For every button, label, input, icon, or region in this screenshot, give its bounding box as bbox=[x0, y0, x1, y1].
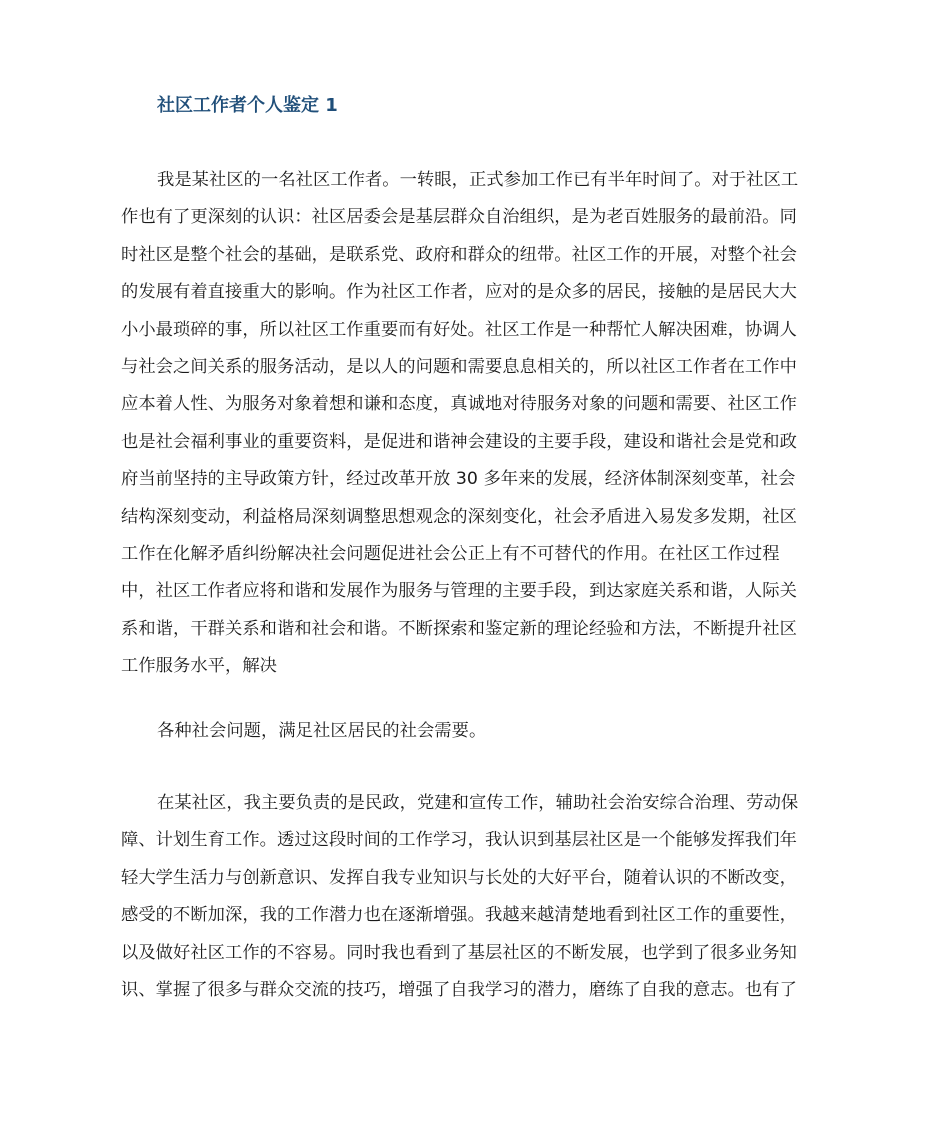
text-line: 以及做好社区工作的不容易。同时我也看到了基层社区的不断发展，也学到了很多业务知 bbox=[121, 942, 797, 963]
text-line: 感受的不断加深，我的工作潜力也在逐渐增强。我越来越清楚地看到社区工作的重要性， bbox=[121, 905, 797, 926]
text-line: 障、计划生育工作。透过这段时间的工作学习，我认识到基层社区是一个能够发挥我们年 bbox=[121, 830, 797, 851]
text-line: 与社会之间关系的服务活动，是以人的问题和需要息息相关的，所以社区工作者在工作中 bbox=[121, 356, 797, 377]
text-line: 小小最琐碎的事，所以社区工作重要而有好处。社区工作是一种帮忙人解决困难，协调人 bbox=[121, 319, 797, 340]
text-line: 在某社区，我主要负责的是民政，党建和宣传工作，辅助社会治安综合治理、劳动保 bbox=[157, 793, 799, 813]
text-line: 我是某社区的一名社区工作者。一转眼，正式参加工作已有半年时间了。对于社区工 bbox=[157, 170, 799, 190]
text-line: 系和谐，干群关系和谐和社会和谐。不断探索和鉴定新的理论经验和方法，不断提升社区 bbox=[121, 618, 797, 639]
text-line: 识、掌握了很多与群众交流的技巧，增强了自我学习的潜力，磨练了自我的意志。也有了 bbox=[121, 979, 797, 1000]
paragraph-1 bbox=[121, 162, 833, 685]
paragraph-2 bbox=[121, 713, 833, 750]
text-line: 的发展有着直接重大的影响。作为社区工作者，应对的是众多的居民，接触的是居民大大 bbox=[121, 282, 797, 303]
text-line: 轻大学生活力与创新意识、发挥自我专业知识与长处的大好平台，随着认识的不断改变， bbox=[121, 867, 797, 888]
text-line: 府当前坚持的主导政策方针，经过改革开放 30 多年来的发展，经济体制深刻变革，社会 bbox=[121, 469, 796, 490]
text-line: 工作在化解矛盾纠纷解决社会问题促进社会公正上有不可替代的作用。在社区工作过程 bbox=[121, 543, 780, 564]
text-line: 结构深刻变动，利益格局深刻调整思想观念的深刻变化，社会矛盾进入易发多发期，社区 bbox=[121, 506, 797, 527]
paragraph-3 bbox=[121, 785, 833, 1009]
text-line: 工作服务水平，解决 bbox=[121, 656, 277, 677]
text-line: 应本着人性、为服务对象着想和谦和态度，真诚地对待服务对象的问题和需要、社区工作 bbox=[121, 394, 797, 415]
text-line: 时社区是整个社会的基础，是联系党、政府和群众的纽带。社区工作的开展，对整个社会 bbox=[121, 244, 797, 265]
text-line: 也是社会福利事业的重要资料，是促进和谐神会建设的主要手段，建设和谐社会是党和政 bbox=[121, 431, 797, 452]
text-line: 各种社会问题，满足社区居民的社会需要。 bbox=[157, 721, 487, 741]
text-line: 中，社区工作者应将和谐和发展作为服务与管理的主要手段，到达家庭关系和谐，人际关 bbox=[121, 581, 797, 602]
document-heading: 社区工作者个人鉴定 1 bbox=[157, 95, 338, 116]
text-line: 作也有了更深刻的认识：社区居委会是基层群众自治组织，是为老百姓服务的最前沿。同 bbox=[121, 207, 797, 228]
